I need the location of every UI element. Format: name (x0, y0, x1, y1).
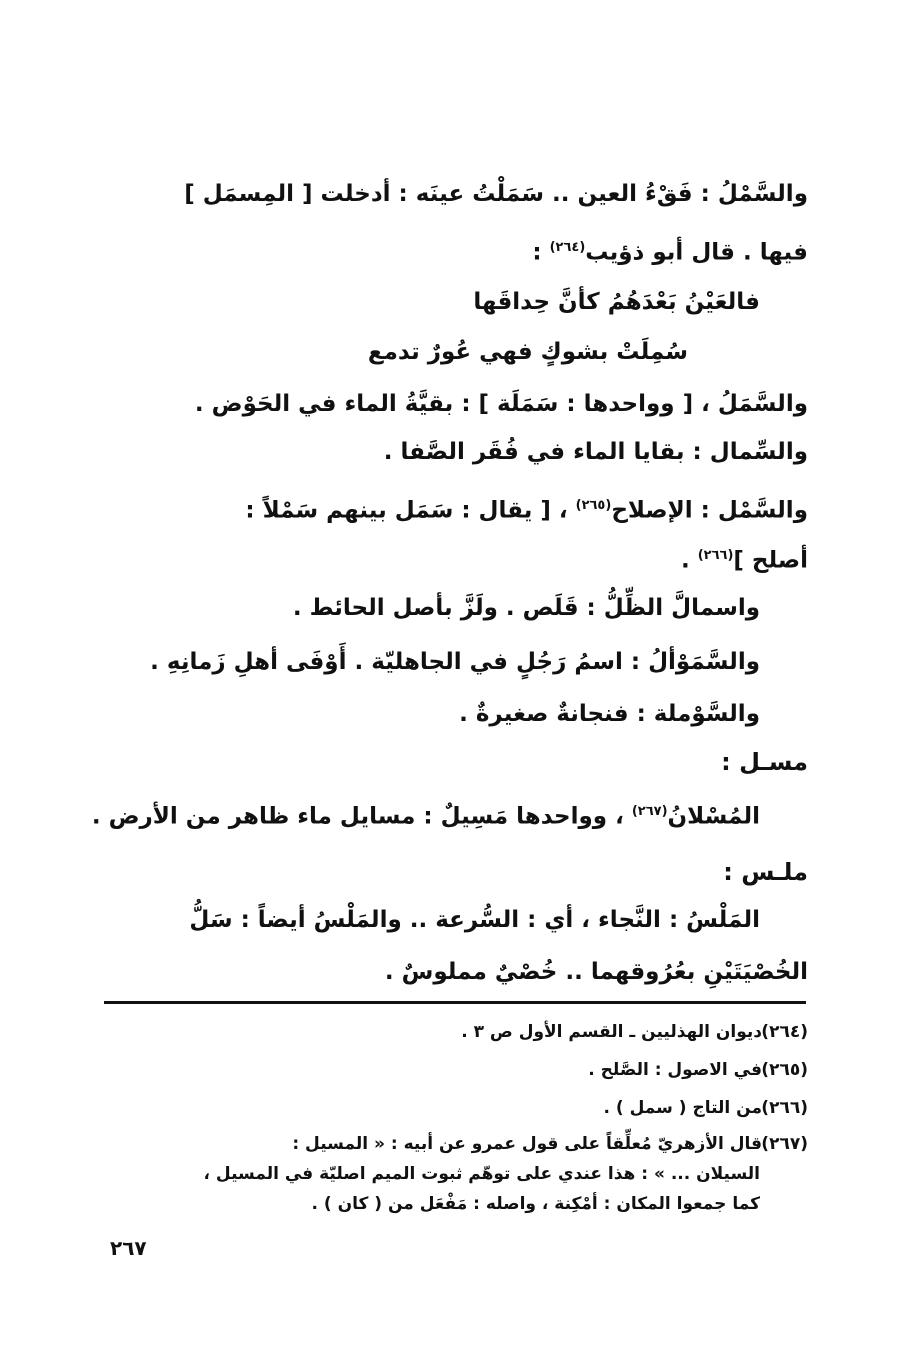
entry-heading-masal: مسـل : (721, 748, 808, 776)
footnote-text: في الاصول : الصَّلح . (588, 1060, 762, 1080)
footnote-divider (104, 1001, 806, 1004)
text-line-6-body: أصلح ] (733, 547, 808, 574)
text-line-10 (92, 796, 760, 833)
footnote-266 (104, 1094, 808, 1122)
footnote-text: من التاج ( سمل ) . (603, 1098, 762, 1118)
text-line-8: والسَّمَوْألُ : اسمُ رَجُلٍ في الجاهليّة . أَوْفَى أهلِ زَمانِهِ . (150, 649, 760, 675)
text-line-10-body: المُسْلانُ (667, 803, 760, 830)
footnote-ref-266: (٢٦٦) (697, 548, 734, 563)
text-line-6 (681, 540, 808, 577)
text-line-11: المَلْسُ : النَّجاء ، أي : السُّرعة .. والمَلْسُ أيضاً : سَلُّ (189, 907, 760, 933)
footnote-265 (104, 1056, 808, 1084)
footnote-ref-264: (٢٦٤) (549, 240, 586, 255)
page-number: ٢٦٧ (110, 1236, 147, 1260)
text-line-2 (532, 232, 808, 269)
footnote-text: قال الأزهريّ مُعلِّقاً على قول عمرو عن أبيه : « المسيل : (292, 1134, 762, 1154)
entry-heading-malas: ملـس : (723, 858, 808, 886)
text-line-5-body: والسَّمْل : الإصلاح (611, 497, 808, 524)
text-line-4: والسِّمال : بقايا الماء في فُقَر الصَّفا . (383, 439, 808, 465)
footnote-number: (٢٦٥) (761, 1060, 808, 1080)
text-line-7: واسمالَّ الظِّلُّ : قَلَص . ولَزَّ بأصل الحائط . (292, 595, 760, 621)
text-line-1: والسَّمْلُ : فَقْءُ العين .. سَمَلْتُ عينَه : أدخلت [ المِسمَل ] (184, 181, 808, 207)
text-line-2-end: : (532, 239, 550, 266)
text-line-5-end: ، [ يقال : سَمَل بينهم سَمْلاً : (245, 497, 576, 524)
text-line-5 (245, 490, 808, 527)
footnote-number: (٢٦٧) (761, 1134, 808, 1154)
footnote-number: (٢٦٤) (761, 1022, 808, 1042)
footnote-267 (104, 1130, 808, 1158)
footnote-number: (٢٦٦) (761, 1098, 808, 1118)
text-line-2-body: فيها . قال أبو ذؤيب (585, 239, 808, 266)
footnote-ref-265: (٢٦٥) (575, 498, 612, 513)
text-line-12: الخُصْيَتَيْنِ بعُرُوقهما .. خُصْيٌ مملوسٌ . (384, 959, 808, 985)
verse-line-1: فالعَيْنُ بَعْدَهُمُ كأنَّ حِداقَها (473, 289, 760, 315)
footnote-ref-267: (٢٦٧) (631, 804, 668, 819)
footnote-267-continuation-2: كما جمعوا المكان : أمْكِنة ، واصله : مَفْعَل من ( كان ) . (311, 1194, 760, 1214)
verse-line-2: سُمِلَتْ بشوكٍ فهي عُورٌ تدمع (367, 339, 688, 365)
text-line-3: والسَّمَلُ ، [ وواحدها : سَمَلَة ] : بقيَّةُ الماء في الحَوْض . (194, 391, 808, 417)
footnote-267-continuation-1: السيلان ... » : هذا عندي على توهّم ثبوت الميم اصليّة في المسيل ، (203, 1164, 760, 1184)
footnote-text: ديوان الهذليين ـ القسم الأول ص ٣ . (461, 1022, 762, 1042)
text-line-6-end: . (680, 547, 698, 574)
text-line-9: والسَّوْملة : فنجانةٌ صغيرةٌ . (459, 701, 760, 727)
footnote-264 (104, 1018, 808, 1046)
text-line-10-end: ، وواحدها مَسِيلٌ : مسايل ماء ظاهر من الأرض . (91, 803, 632, 830)
